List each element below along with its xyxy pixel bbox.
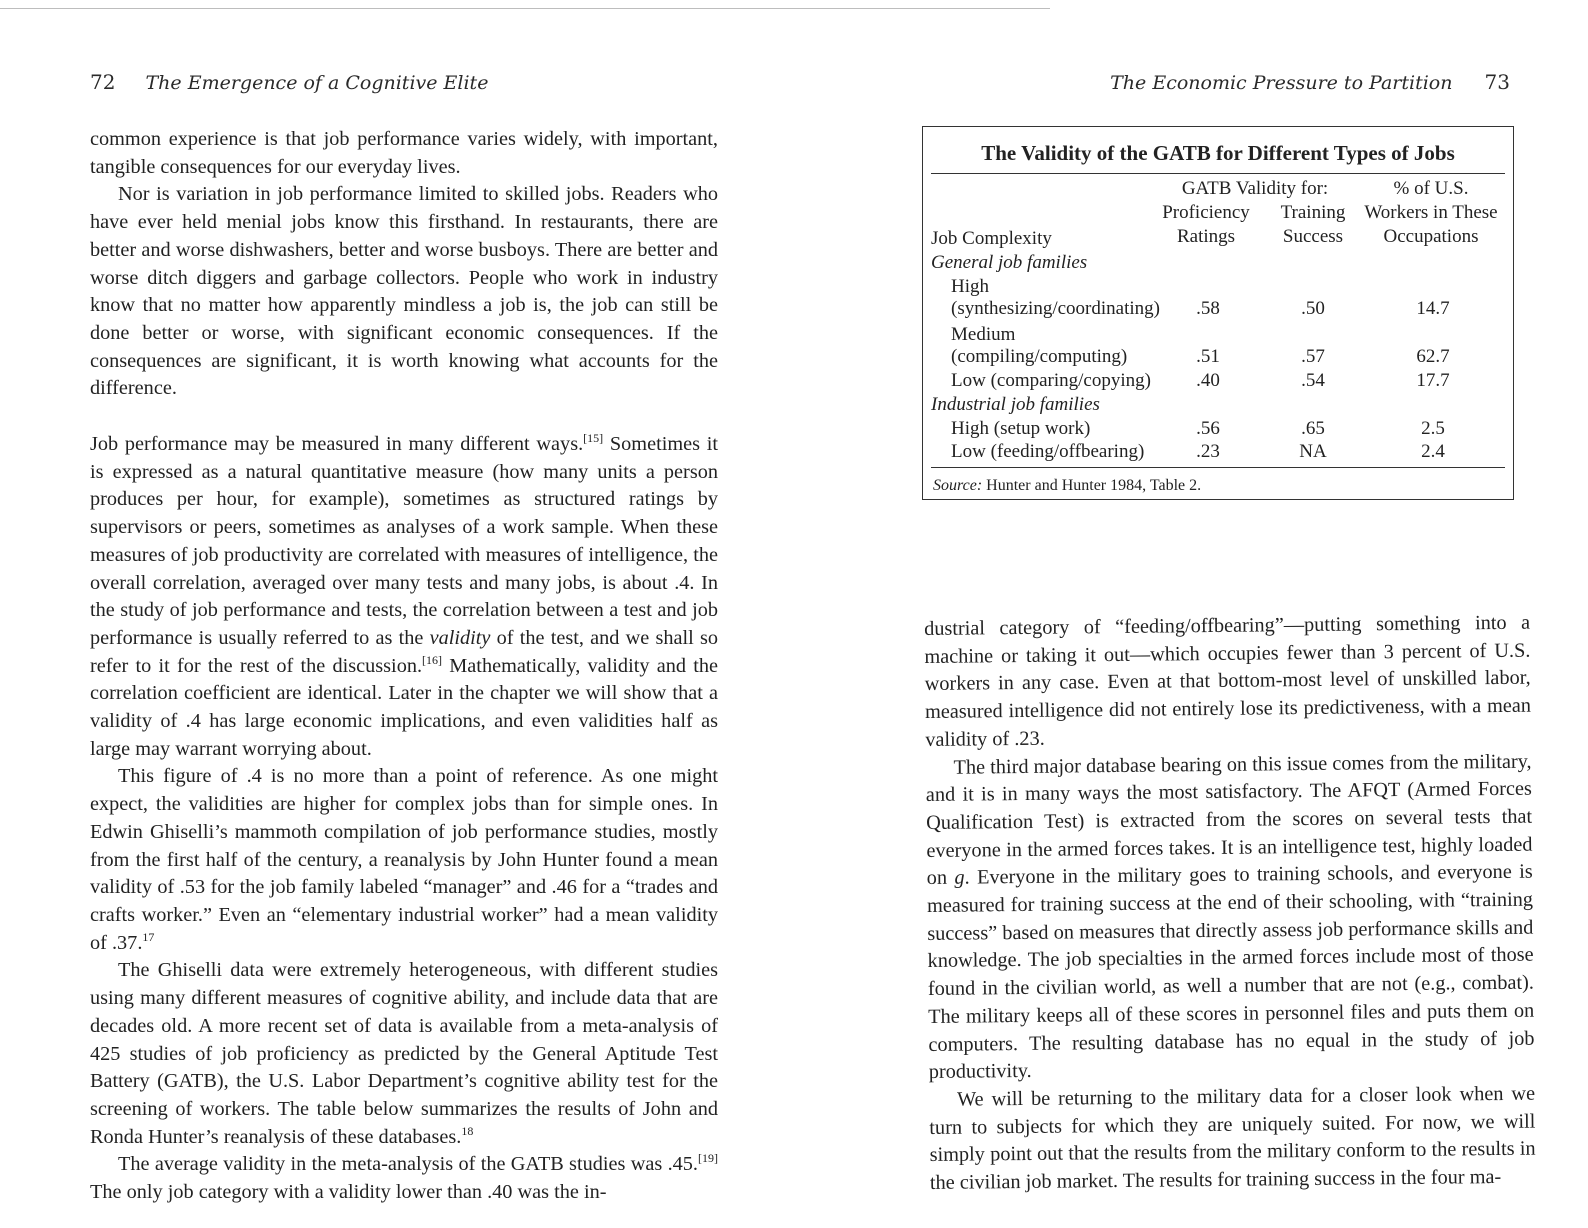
table-cell: .57	[1301, 346, 1325, 367]
paragraph	[90, 763, 718, 957]
scan-edge-rule	[0, 8, 1050, 9]
table-rule	[931, 467, 1505, 468]
table-rule	[931, 173, 1505, 174]
table-title: The Validity of the GATB for Different Types of Jobs	[981, 141, 1455, 165]
right-page-number: 73	[1484, 70, 1510, 94]
row-label: High (setup work)	[951, 418, 1091, 439]
paragraph: dustrial category of “feeding/offbearing”—putting something into a machine or taking it out—which occupies fewer than 3 percent of U.S. workers in any case. Even at that bottom-most level of unskilled labor, measured intelligence did not entirely lose its predictiveness, with a mean validity of .23.	[924, 611, 1532, 751]
table-source	[933, 477, 1201, 495]
group-label: General job families	[931, 252, 1088, 273]
row-label: Medium	[951, 324, 1016, 345]
row-label: High	[951, 276, 989, 297]
col-header-proficiency-2: Ratings	[1176, 226, 1236, 247]
paragraph-text: Job performance may be measured in many different ways.	[90, 433, 584, 456]
endnote-marker: [16]	[422, 652, 443, 667]
table-cell: 2.4	[1421, 441, 1445, 462]
endnote-marker: 17	[142, 929, 155, 944]
row-label: (synthesizing/coordinating)	[951, 298, 1160, 319]
endnote-marker: [15]	[583, 431, 604, 446]
col-header-pct-2: Workers in These	[1364, 202, 1498, 223]
table-cell: 17.7	[1416, 370, 1450, 391]
table-cell: 14.7	[1416, 298, 1450, 319]
row-label: Low (feeding/offbearing)	[951, 441, 1145, 462]
left-page-body	[90, 126, 718, 1207]
right-page-body	[924, 610, 1536, 1198]
paragraph	[925, 748, 1534, 1087]
row-label: Low (comparing/copying)	[951, 370, 1151, 391]
source-text: Hunter and Hunter 1984, Table 2.	[982, 477, 1202, 494]
paragraph-text: Sometimes it is expressed as a natural quantitative measure (how many units a person produces per hour, for example), sometimes as structured ratings by supervisors or peers, sometimes as analyses of a work sample. When these measures of job productivity are correlated with measures of intelligence, the overall correlation, averaged over many tests and many jobs, is about .4. In the study of job performance and tests, the correlation between a test and job performance is usually referred to as the	[90, 433, 718, 649]
table-cell: .23	[1196, 441, 1220, 462]
paragraph: common experience is that job performance varies widely, with important, tangible consequences for our everyday lives.	[90, 128, 718, 178]
paragraph-text: The only job category with a validity lower than .40 was the in-	[90, 1181, 607, 1204]
left-page-number: 72	[90, 70, 116, 94]
paragraph	[90, 1151, 718, 1206]
paragraph: We will be returning to the military data for a closer look when we turn to subjects for which they are uniquely suited. For now, we will simply point out that the results from the military conform to the results in the civilian job market. The results for training success in the four ma-	[929, 1082, 1536, 1195]
col-header-pct-3: Occupations	[1383, 226, 1479, 247]
row-header: Job Complexity	[931, 228, 1052, 249]
italic-term: g	[954, 866, 965, 890]
row-label: (compiling/computing)	[951, 346, 1128, 367]
right-running-title: The Economic Pressure to Partition	[1110, 72, 1453, 94]
col-header-training-1: Training	[1280, 202, 1346, 223]
group-header: GATB Validity for:	[1181, 178, 1329, 199]
paragraph-text: The average validity in the meta-analysis of the GATB studies was .45.	[118, 1153, 698, 1176]
paragraph-text: . Everyone in the military goes to training schools, and everyone is measured for training success at the end of their schooling, with “training success” based on measures that directly assess job performance skills and knowledge. The job specialties in the armed forces include most of those found in the civilian world, as well a number that are not (e.g., combat). The military keeps all of these scores in personnel files and puts them on computers. The resulting database has no equal in the study of job productivity.	[926, 860, 1535, 1084]
table-cell: .54	[1301, 370, 1325, 391]
table-cell: 62.7	[1416, 346, 1450, 367]
table-cell: .51	[1196, 346, 1220, 367]
table-cell: .40	[1196, 370, 1220, 391]
col-header-training-2: Success	[1282, 226, 1344, 247]
paragraph-text: Mathematically, validity and the correlation coefficient are identical. Later in the chapter we will show that a validity of .4 has large economic implications, and even validities half as large may warrant worrying about.	[90, 654, 718, 760]
group-label: Industrial job families	[931, 394, 1100, 415]
table-cell: .58	[1196, 298, 1220, 319]
table-cell: NA	[1299, 441, 1327, 462]
paragraph-text: The third major database bearing on this issue comes from the military, and it is in many ways the most satisfactory. The AFQT (Armed Forces Qualification Test) is extracted from the scores on several tests that everyone in the armed forces takes. It is an intelligence test, highly loaded on	[925, 750, 1533, 890]
col-header-pct-1: % of U.S.	[1393, 178, 1469, 199]
gatb-validity-table	[922, 126, 1514, 500]
table-cell: .65	[1301, 418, 1325, 439]
table-cell: .50	[1301, 298, 1325, 319]
source-label: Source:	[933, 477, 983, 494]
paragraph-text: The Ghiselli data were extremely heterogeneous, with different studies using many different measures of cognitive ability, and include data that are decades old. A more recent set of data is available from a meta-analysis of 425 studies of job proficiency as predicted by the General Aptitude Test Battery (GATB), the U.S. Labor Department’s cognitive ability test for the screening of workers. The table below summarizes the results of John and Ronda Hunter’s reanalysis of these databases.	[90, 959, 718, 1148]
paragraph	[90, 431, 718, 763]
endnote-marker: [19]	[698, 1151, 718, 1166]
left-running-title: The Emergence of a Cognitive Elite	[145, 72, 489, 94]
paragraph-text: of the test, and we shall so refer to it for the rest of the discussion.	[90, 626, 718, 677]
table-cell: .56	[1196, 418, 1220, 439]
paragraph: Nor is variation in job performance limited to skilled jobs. Readers who have ever held menial jobs know this firsthand. In restaurants, there are better and worse dishwashers, better and worse busboys. There are better and worse ditch diggers and garbage collectors. People who work in industry know that no matter how apparently mindless a job is, the job can still be done better or worse, with significant economic consequences. If the consequences are significant, it is worth knowing what accounts for the difference.	[90, 183, 718, 400]
table-cell: 2.5	[1421, 418, 1445, 439]
italic-term: validity	[429, 626, 491, 649]
right-running-header	[1110, 70, 1510, 94]
paragraph	[90, 957, 718, 1151]
paragraph-text: This figure of .4 is no more than a point of reference. As one might expect, the validities are higher for complex jobs than for simple ones. In Edwin Ghiselli’s mammoth compilation of job performance studies, mostly from the first half of the century, a reanalysis by John Hunter found a mean validity of .53 for the job family labeled “manager” and .46 for a “trades and crafts worker.” Even an “elementary industrial worker” had a mean validity of .37.	[90, 765, 718, 954]
left-running-header	[90, 70, 488, 94]
endnote-marker: 18	[461, 1123, 474, 1138]
col-header-proficiency-1: Proficiency	[1162, 202, 1250, 223]
